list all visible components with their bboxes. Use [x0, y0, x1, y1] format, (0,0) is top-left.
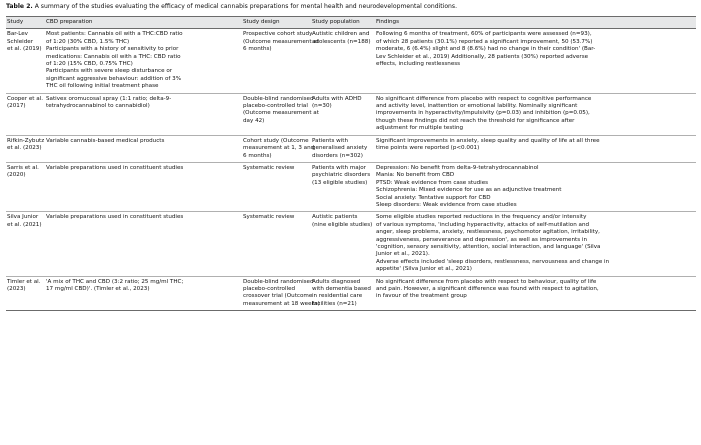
- cell-text-line: 'A mix of THC and CBD (3:2 ratio; 25 mg/ml THC;: [46, 278, 184, 285]
- findings-cell: [375, 212, 696, 276]
- cell-text-line: (2017): [7, 103, 26, 110]
- cell-text-line: effects, including restlessness: [376, 61, 461, 68]
- cell-text-line: Systematic review: [243, 214, 295, 221]
- cell-text-line: crossover trial (Outcome: [243, 293, 313, 300]
- cell-text-line: Double-blind randomised: [243, 95, 314, 102]
- cell-text-line: appetite' (Silva Junior et al., 2021): [376, 266, 472, 273]
- header-cbd-preparation: CBD preparation: [45, 17, 242, 29]
- cell-text-line: and activity level, inattention or emotional lability. Nominally significant: [376, 103, 578, 110]
- cell-text-line: Autistic children and: [312, 31, 370, 38]
- cbd-preparation-cell: [45, 135, 242, 162]
- cell-text-line: No significant difference from placebo with respect to behaviour, quality of life: [376, 278, 597, 285]
- study-population-cell: [311, 135, 375, 162]
- cell-text-line: (nine eligible studies): [312, 221, 373, 228]
- cbd-preparation-cell: [45, 162, 242, 211]
- cell-text-line: Autistic patients: [312, 214, 358, 221]
- study-cell: [6, 93, 45, 135]
- table-label: Table 2.: [6, 3, 33, 10]
- cell-text-line: generalised anxiety: [312, 145, 368, 152]
- cell-text-line: (Outcome measurement at: [243, 38, 319, 45]
- study-design-cell: [242, 29, 319, 93]
- cell-text-line: of 1:20 (30% CBD, 1.5% THC): [46, 38, 130, 45]
- findings-cell: [375, 162, 696, 211]
- cell-text-line: facilities (n=21): [312, 300, 357, 307]
- cell-text-line: Mania: No benefit from CBD: [376, 172, 455, 179]
- cell-text-line: Variable preparations used in constituent studies: [46, 164, 184, 171]
- study-cell: [6, 29, 45, 93]
- cell-text-line: (Outcome measurement at: [243, 110, 319, 117]
- cell-text-line: improvements in hyperactivity/impulsivity (p=0.03) and inhibition (p=0.05),: [376, 110, 590, 117]
- cell-text-line: 6 months): [243, 46, 272, 53]
- cell-text-line: Schleider: [7, 38, 34, 45]
- cell-text-line: (2023): [7, 286, 26, 292]
- cell-text-line: Patients with major: [312, 164, 366, 171]
- cell-text-line: Social anxiety: Tentative support for CBD: [376, 194, 491, 201]
- cell-text-line: and pain. However, a significant difference was found with respect to agitation,: [376, 286, 599, 292]
- cell-text-line: Bar-Lev: [7, 31, 28, 38]
- cell-text-line: of which 28 patients (30.1%) reported a significant improvement, 50 (53.7%): [376, 38, 593, 45]
- study-population-cell: [311, 93, 375, 135]
- study-population-cell: [311, 162, 375, 211]
- cell-text-line: moderate, 6 (6.4%) slight and 8 (8.6%) had no change in their condition' (Bar-: [376, 46, 596, 53]
- cell-text-line: Sleep disorders: Weak evidence from case studies: [376, 201, 517, 208]
- cell-text-line: anger, sleep problems, anxiety, restlessness, psychomotor agitation, irritability,: [376, 229, 600, 236]
- cell-text-line: Systematic review: [243, 164, 295, 171]
- cbd-preparation-cell: [45, 212, 242, 276]
- cell-text-line: Cohort study (Outcome: [243, 137, 309, 144]
- header-study-design: Study design: [242, 17, 311, 29]
- study-population-cell: [311, 212, 375, 276]
- cell-text-line: measurement at 1, 3 and: [243, 145, 315, 152]
- cell-text-line: Sarris et al.: [7, 164, 39, 171]
- findings-cell: [375, 29, 696, 93]
- cell-text-line: time points were reported (p<0.001): [376, 145, 480, 152]
- study-design-cell: [242, 212, 311, 276]
- cell-text-line: Lev Schleider et al., 2019) Additionally, 28 patients (30%) reported adverse: [376, 53, 589, 60]
- cell-text-line: et al. (2021): [7, 221, 42, 228]
- cell-text-line: THC oil following initial treatment phase: [46, 83, 159, 90]
- cell-text-line: placebo-controlled: [243, 286, 296, 292]
- cell-text-line: Prospective cohort study: [243, 31, 313, 38]
- cell-text-line: significant aggressive behaviour: addition of 3%: [46, 75, 182, 82]
- cell-text-line: Adverse effects included 'sleep disorders, restlessness, nervousness and change in: [376, 258, 610, 265]
- cell-text-line: (13 eligible studies): [312, 179, 368, 186]
- cell-text-line: medications: Cannabis oil with a THC: CBD ratio: [46, 53, 181, 60]
- cell-text-line: adolescents (n=188): [312, 38, 371, 45]
- studies-table: [6, 16, 696, 311]
- cell-text-line: though these findings did not reach the threshold for significance after: [376, 117, 575, 124]
- cell-text-line: Variable preparations used in constituent studies: [46, 214, 184, 221]
- cbd-preparation-cell: [45, 29, 242, 93]
- cell-text-line: in favour of the treatment group: [376, 293, 467, 300]
- study-cell: [6, 135, 45, 162]
- cell-text-line: 6 months): [243, 152, 272, 159]
- findings-cell: [375, 276, 696, 311]
- table-caption-text: A summary of the studies evaluating the efficacy of medical cannabis preparations for mental health and neurodevelopmental conditions.: [34, 3, 458, 10]
- table-row: [6, 162, 696, 211]
- table-row: [6, 29, 696, 93]
- cell-text-line: Rifkin-Zybutz: [7, 137, 45, 144]
- cell-text-line: of various symptoms, 'including hyperactivity, attacks of self-mutilation and: [376, 221, 590, 228]
- cell-text-line: Participants with a history of sensitivity to prior: [46, 46, 179, 53]
- cell-text-line: measurement at 18 weeks): [243, 300, 320, 307]
- cell-text-line: Adults diagnosed: [312, 278, 361, 285]
- cell-text-line: et al. (2019): [7, 46, 42, 53]
- cell-text-line: in residential care: [312, 293, 363, 300]
- cell-text-line: Variable cannabis-based medical products: [46, 137, 165, 144]
- header-findings: Findings: [375, 17, 696, 29]
- cell-text-line: with dementia based: [312, 286, 371, 292]
- cell-text-line: day 42): [243, 117, 265, 124]
- study-cell: [6, 276, 45, 311]
- cell-text-line: (2020): [7, 172, 26, 179]
- study-design-cell: [242, 276, 320, 311]
- cell-text-line: Timler et al.: [7, 278, 41, 285]
- cell-text-line: disorders (n=302): [312, 152, 363, 159]
- cbd-preparation-cell: [45, 276, 242, 311]
- cell-text-line: of 1:20 (15% CBD, 0.75% THC): [46, 61, 133, 68]
- study-population-cell: [311, 29, 375, 93]
- header-study: Study: [6, 17, 45, 29]
- cell-text-line: tetrahydrocannabinol to cannabidiol): [46, 103, 150, 110]
- cell-text-line: Schizophrenia: Mixed evidence for use as an adjunctive treatment: [376, 187, 562, 194]
- cell-text-line: psychiatric disorders: [312, 172, 371, 179]
- table-row: [6, 212, 696, 276]
- cell-text-line: 17 mg/ml CBD)'. (Timler et al., 2023): [46, 286, 150, 292]
- cell-text-line: Some eligible studies reported reductions in the frequency and/or intensity: [376, 214, 587, 221]
- findings-cell: [375, 135, 696, 162]
- cell-text-line: 'cognition, sensory sensitivity, attention, social interaction, and language' (Silva: [376, 243, 601, 250]
- cell-text-line: Depression: No benefit from delta-9-tetrahydrocannabinol: [376, 164, 539, 171]
- cell-text-line: Silva Junior: [7, 214, 39, 221]
- study-design-cell: [242, 93, 319, 135]
- cell-text-line: Patients with: [312, 137, 349, 144]
- table-header-row: [6, 17, 696, 29]
- cell-text-line: placebo-controlled trial: [243, 103, 308, 110]
- header-study-population: Study population: [311, 17, 375, 29]
- cell-text-line: Most patients: Cannabis oil with a THC:CBD ratio: [46, 31, 183, 38]
- cell-text-line: adjustment for multiple testing: [376, 125, 464, 132]
- table-body: [6, 29, 696, 311]
- table-row: [6, 93, 696, 135]
- study-design-cell: [242, 162, 311, 211]
- study-cell: [6, 162, 45, 211]
- cell-text-line: Double-blind randomised: [243, 278, 314, 285]
- cell-text-line: (n=30): [312, 103, 332, 110]
- cell-text-line: Junior et al., 2021).: [376, 251, 430, 258]
- cell-text-line: PTSD: Weak evidence from case studies: [376, 179, 489, 186]
- table-row: [6, 135, 696, 162]
- cell-text-line: Significant improvements in anxiety, sleep quality and quality of life at all three: [376, 137, 600, 144]
- cell-text-line: No significant difference from placebo with respect to cognitive performance: [376, 95, 592, 102]
- findings-cell: [375, 93, 696, 135]
- cell-text-line: Cooper et al.: [7, 95, 43, 102]
- study-design-cell: [242, 135, 315, 162]
- study-population-cell: [311, 276, 375, 311]
- cell-text-line: Sativex oromucosal spray (1:1 ratio; delta-9-: [46, 95, 172, 102]
- table-caption: [6, 3, 696, 11]
- cell-text-line: Participants with severe sleep disturbance or: [46, 68, 173, 75]
- cell-text-line: et al. (2023): [7, 145, 42, 152]
- cell-text-line: Following 6 months of treatment, 60% of participants were assessed (n=93),: [376, 31, 592, 38]
- table-row: [6, 276, 696, 311]
- cell-text-line: aggressiveness, perseverance and depression', as well as improvements in: [376, 236, 587, 243]
- cbd-preparation-cell: [45, 93, 242, 135]
- study-cell: [6, 212, 45, 276]
- cell-text-line: Adults with ADHD: [312, 95, 362, 102]
